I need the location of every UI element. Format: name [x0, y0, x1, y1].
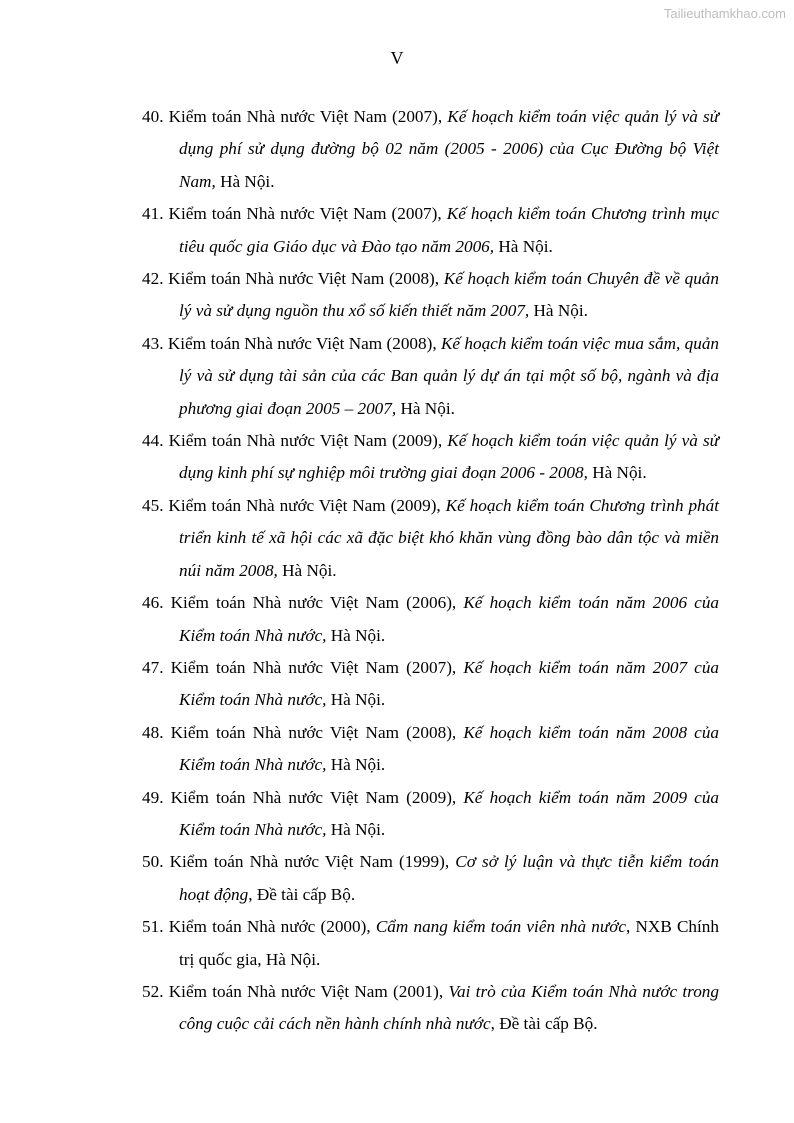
reference-tail: Hà Nội.	[326, 819, 386, 839]
reference-item	[142, 782, 719, 847]
reference-tail: Hà Nội.	[587, 463, 647, 483]
reference-title: Kế hoạch kiểm toán Chương trình mục tiêu quốc gia Giáo dục và Đào tạo năm 2006,	[179, 204, 720, 256]
reference-tail: , Đề tài cấp Bộ.	[490, 1014, 598, 1034]
reference-title: Kế hoạch kiểm toán năm 2007 của Kiểm toán Nhà nước,	[179, 657, 720, 710]
reference-tail: , Đề tài cấp Bộ.	[248, 884, 356, 904]
reference-author: Kiểm toán Nhà nước Việt Nam (2008),	[167, 333, 441, 353]
reference-item	[142, 911, 719, 976]
reference-title: Kế hoạch kiểm toán Chuyên đề về quản lý và sử dụng nguồn thu xổ số kiến thiết năm 2007,	[179, 269, 719, 321]
reference-author: Kiểm toán Nhà nước Việt Nam (2006),	[170, 593, 464, 613]
reference-item	[142, 490, 719, 587]
reference-author: Kiểm toán Nhà nước Việt Nam (2009),	[170, 787, 464, 807]
reference-number: 45.	[142, 495, 164, 515]
reference-title: Kế hoạch kiểm toán việc quản lý và sử dụng kinh phí sự nghiệp môi trường giai đoạn 2006 - 2008,	[179, 431, 720, 483]
reference-item	[142, 425, 719, 490]
reference-tail: Hà Nội.	[529, 301, 588, 321]
reference-title: Kế hoạch kiểm toán Chương trình phát triển kinh tế xã hội các xã đặc biệt khó khăn vùng đồng bào dân tộc và miền núi năm 2008,	[179, 495, 720, 580]
watermark: Tailieuthamkhao.com	[663, 6, 786, 21]
reference-author: Kiểm toán Nhà nước Việt Nam (2007),	[168, 107, 448, 126]
reference-number: 43.	[142, 333, 164, 353]
reference-number: 50.	[142, 852, 164, 872]
reference-title: Cơ sở lý luận và thực tiễn kiểm toán hoạt động	[179, 852, 720, 904]
reference-number: 47.	[142, 657, 164, 677]
reference-author: Kiểm toán Nhà nước Việt Nam (1999),	[169, 852, 456, 872]
reference-title: Cẩm nang kiểm toán viên nhà nước	[375, 917, 626, 937]
reference-tail: Hà Nội.	[215, 171, 275, 191]
reference-number: 49.	[142, 787, 164, 807]
reference-tail: Hà Nội.	[326, 755, 386, 775]
reference-number: 42.	[142, 269, 164, 289]
reference-item	[142, 846, 719, 911]
reference-item	[142, 717, 719, 782]
reference-tail: , NXB Chính trị quốc gia, Hà Nội.	[179, 917, 719, 969]
reference-number: 46.	[142, 593, 164, 613]
reference-author: Kiểm toán Nhà nước (2000),	[168, 917, 376, 937]
reference-item	[142, 652, 719, 717]
reference-title: Kế hoạch kiểm toán năm 2006 của Kiểm toán Nhà nước,	[179, 593, 720, 645]
reference-tail: Hà Nội.	[396, 398, 455, 418]
reference-number: 52.	[142, 981, 164, 1001]
reference-item	[142, 263, 719, 328]
reference-item	[142, 976, 719, 1041]
reference-item	[142, 587, 719, 652]
reference-author: Kiểm toán Nhà nước Việt Nam (2007),	[170, 657, 464, 677]
reference-number: 40.	[142, 107, 164, 126]
reference-item	[142, 198, 719, 263]
reference-author: Kiểm toán Nhà nước Việt Nam (2008),	[170, 722, 464, 742]
reference-title: Vai trò của Kiểm toán Nhà nước trong công cuộc cải cách nền hành chính nhà nước	[179, 981, 719, 1034]
reference-list	[142, 101, 719, 1041]
reference-number: 44.	[142, 431, 164, 451]
reference-tail: Hà Nội.	[277, 560, 337, 580]
reference-author: Kiểm toán Nhà nước Việt Nam (2008),	[168, 269, 444, 289]
reference-tail: Hà Nội.	[326, 625, 386, 645]
reference-author: Kiểm toán Nhà nước Việt Nam (2009),	[168, 495, 446, 515]
reference-author: Kiểm toán Nhà nước Việt Nam (2007),	[168, 204, 447, 224]
reference-title: Kế hoạch kiểm toán năm 2009 của Kiểm toán Nhà nước,	[179, 787, 720, 839]
reference-tail: Hà Nội.	[326, 690, 386, 710]
reference-number: 48.	[142, 722, 164, 742]
reference-item	[142, 328, 719, 425]
reference-author: Kiểm toán Nhà nước Việt Nam (2009),	[168, 431, 448, 451]
reference-title: Kế hoạch kiểm toán việc mua sắm, quản lý và sử dụng tài sản của các Ban quản lý dự án tại một số bộ, ngành và địa phương giai đoạn 2005 – 2007,	[179, 333, 720, 418]
page-number: V	[390, 48, 404, 68]
reference-author: Kiểm toán Nhà nước Việt Nam (2001),	[168, 981, 449, 1001]
reference-title: Kế hoạch kiểm toán năm 2008 của Kiểm toán Nhà nước,	[179, 722, 720, 775]
reference-title: Kế hoạch kiểm toán việc quản lý và sử dụng phí sử dụng đường bộ 02 năm (2005 - 2006) của Cục Đường bộ Việt Nam,	[179, 107, 720, 191]
reference-item	[142, 101, 719, 198]
reference-number: 51.	[142, 917, 164, 937]
reference-tail: Hà Nội.	[494, 236, 553, 256]
reference-number: 41.	[142, 204, 164, 224]
